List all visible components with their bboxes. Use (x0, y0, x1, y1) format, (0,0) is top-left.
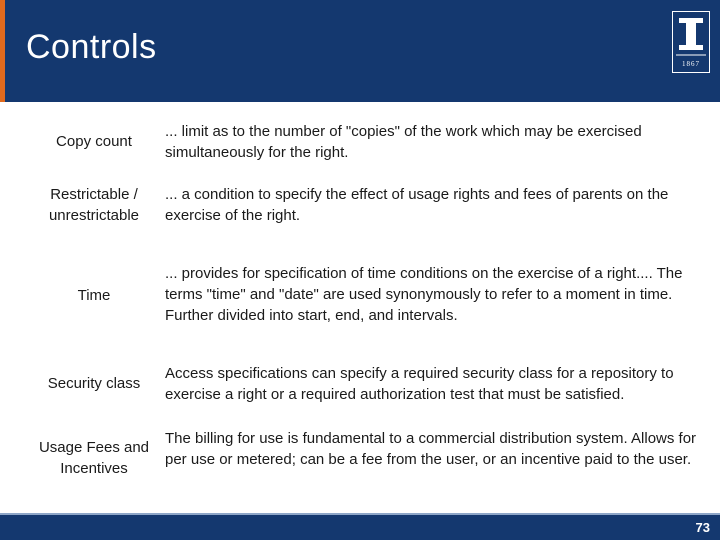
row-description: The billing for use is fundamental to a commercial distribution system. Allows for per use or metered; can be a fee from the user, or an incentive paid to the user. (165, 430, 697, 468)
row-description: ... provides for specification of time conditions on the exercise of a right.... The terms "time" and "date" are used synonymously to refer to a moment in time. Further divided into start, end, and intervals. (165, 265, 683, 324)
university-logo (672, 11, 710, 73)
row-description: ... a condition to specify the effect of usage rights and fees of parents on the exercise of the right. (165, 186, 669, 224)
row-term: Copy count (56, 133, 132, 150)
page-number: 73 (695, 520, 710, 535)
accent-stripe (0, 0, 5, 102)
row-description: Access specifications can specify a required security class for a repository to exercise a right or a required authorization test that must be satisfied. (165, 365, 674, 403)
row-term: Security class (47, 375, 141, 392)
title-bar (0, 0, 720, 102)
slide-title: Controls (26, 28, 157, 66)
block-i-icon (673, 12, 709, 58)
row-term: Usage Fees and Incentives (38, 439, 150, 477)
row-term: Restrictable / unrestrictable (48, 186, 140, 224)
footer-bar (0, 515, 720, 540)
row-description: ... limit as to the number of "copies" of the work which may be exercised simultaneously for the right. (165, 123, 642, 161)
logo-year: 1867 (682, 60, 700, 68)
row-term: Time (77, 287, 111, 304)
